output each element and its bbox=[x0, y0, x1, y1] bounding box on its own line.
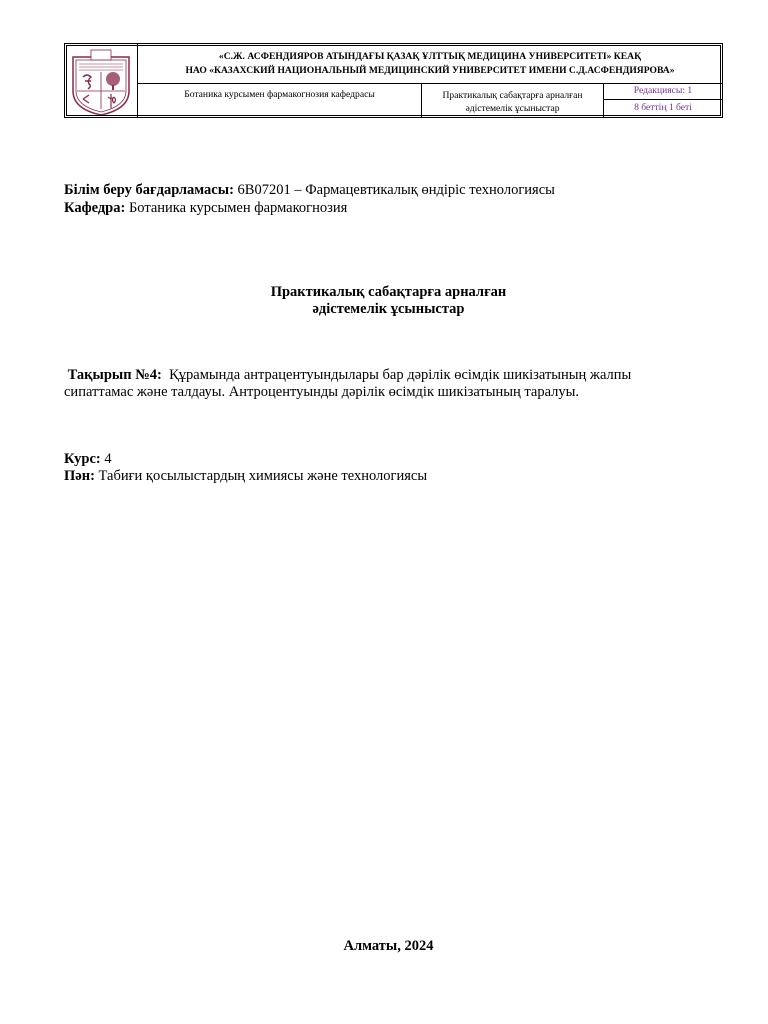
course-line bbox=[64, 451, 112, 468]
chair-line bbox=[64, 200, 347, 217]
subject-label: Пән: bbox=[64, 468, 95, 484]
university-name bbox=[138, 44, 722, 84]
university-logo bbox=[69, 47, 133, 117]
footer-city-year: Алматы, 2024 bbox=[343, 938, 434, 954]
topic-line1 bbox=[64, 367, 631, 384]
document-title-line2: әдістемелік ұсыныстар bbox=[312, 301, 465, 317]
program-label: Білім беру бағдарламасы: bbox=[64, 182, 234, 198]
chair-label: Кафедра: bbox=[64, 200, 126, 216]
course-label: Курс: bbox=[64, 451, 101, 467]
subject-value: Табиғи қосылыстардың химиясы және технологиясы bbox=[94, 468, 428, 484]
document-header bbox=[64, 43, 723, 118]
topic-line2: сипаттамас және талдауы. Антроцентуынды дәрілік өсімдік шикізатының таралуы. bbox=[64, 384, 579, 400]
subject-line bbox=[64, 468, 427, 485]
page-number-cell: 8 беттің 1 беті bbox=[634, 102, 692, 113]
edition-cell: Редакциясы: 1 bbox=[604, 84, 722, 100]
topic-text-1: Құрамында антрацентуындылары бар дәрілік өсімдік шикізатының жалпы bbox=[161, 367, 632, 383]
doc-type-line2: әдістемелік ұсыныстар bbox=[465, 103, 560, 114]
topic-label: Тақырып №4: bbox=[64, 367, 162, 383]
chair-value: Ботаника курсымен фармакогнозия bbox=[125, 200, 348, 216]
university-name-kz: «С.Ж. АСФЕНДИЯРОВ АТЫНДАҒЫ ҚАЗАҚ ҰЛТТЫҚ МЕДИЦИНА УНИВЕРСИТЕТІ» КЕАҚ bbox=[218, 50, 642, 62]
course-value: 4 bbox=[100, 451, 112, 467]
document-title-line1: Практикалық сабақтарға арналған bbox=[270, 284, 507, 300]
document-type-cell bbox=[422, 84, 604, 117]
doc-type-line1: Практикалық сабақтарға арналған bbox=[442, 90, 583, 101]
department-cell: Ботаника курсымен фармакогнозия кафедрасы bbox=[138, 84, 422, 117]
university-name-ru: НАО «КАЗАХСКИЙ НАЦИОНАЛЬНЫЙ МЕДИЦИНСКИЙ УНИВЕРСИТЕТ ИМЕНИ С.Д.АСФЕНДИЯРОВА» bbox=[185, 64, 675, 76]
logo-cell bbox=[65, 44, 138, 117]
program-line bbox=[64, 182, 555, 199]
program-value: 6В07201 – Фармацевтикалық өндіріс технологиясы bbox=[233, 182, 555, 198]
